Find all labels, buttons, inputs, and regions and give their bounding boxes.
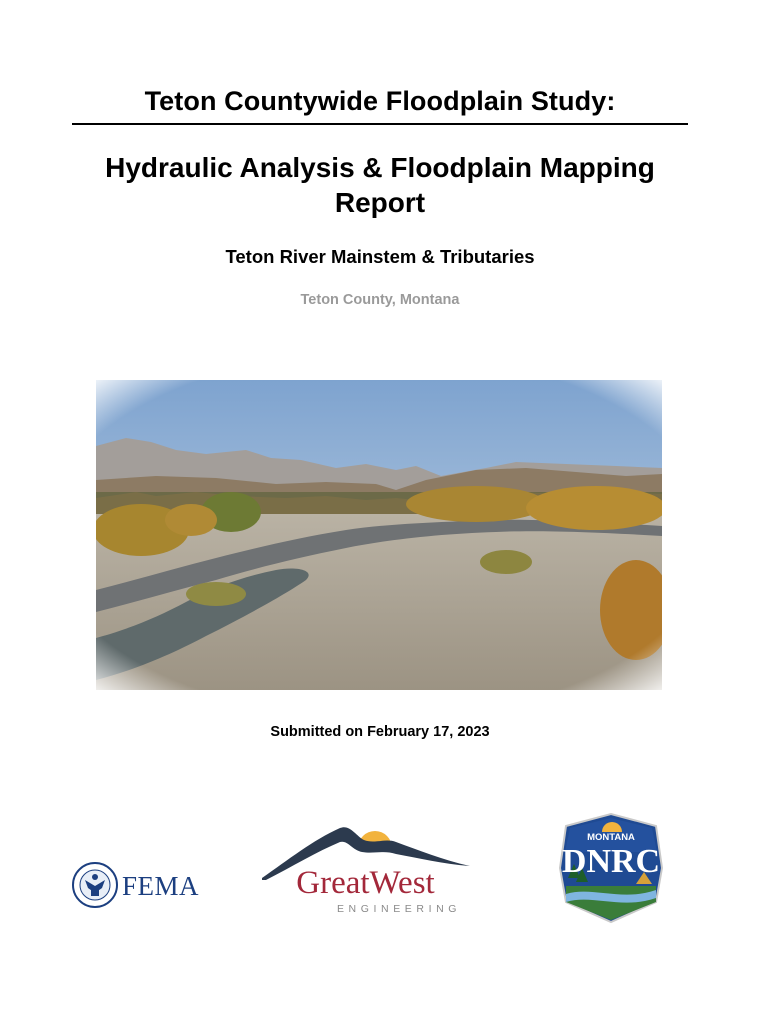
greatwest-wordmark: GreatWest <box>296 865 435 901</box>
report-subtitle: Teton River Mainstem & Tributaries <box>225 246 535 267</box>
dnrc-state-label: MONTANA <box>587 832 635 843</box>
greatwest-tagline: ENGINEERING <box>336 903 462 915</box>
river-landscape-photo <box>96 380 662 690</box>
submission-date: Submitted on February 17, 2023 <box>270 724 490 740</box>
document-title: Teton Countywide Floodplain Study: <box>144 86 616 116</box>
cover-photo <box>96 380 662 690</box>
dnrc-logo <box>552 812 670 924</box>
title-divider <box>72 123 688 125</box>
greatwest-logo <box>258 820 473 916</box>
fema-wordmark: FEMA <box>122 871 200 901</box>
fema-logo <box>72 862 202 910</box>
dnrc-wordmark: DNRC <box>561 843 661 880</box>
dhs-seal-icon <box>72 862 118 908</box>
report-location: Teton County, Montana <box>300 292 460 308</box>
report-title: Hydraulic Analysis & Floodplain Mapping Report <box>105 152 655 218</box>
